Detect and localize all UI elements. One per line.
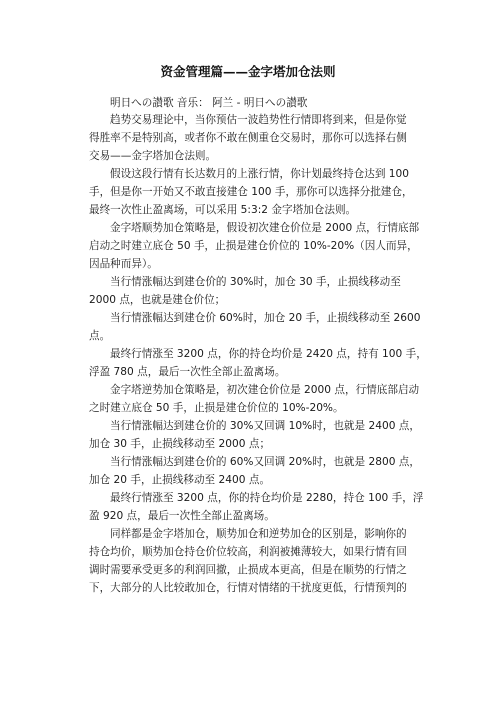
- paragraph-line: 因品种而异）。: [89, 258, 158, 270]
- paragraph-line: 点。: [89, 330, 111, 342]
- paragraph-line: 当行情涨幅达到建仓价 60%时，加仓 20 手，止损线移动至 2600: [110, 312, 421, 324]
- document-title: 资金管理篇——金字塔加仓法则: [160, 64, 336, 79]
- paragraph-line: 假设这段行情有长达数月的上涨行情，你计划最终持仓达到 100: [110, 168, 410, 180]
- paragraph-line: 持仓均价，顺势加仓持仓价位较高，利润被摊薄较大，如果行情有回: [89, 546, 407, 558]
- paragraph-line: 当行情涨幅达到建仓价的 30%又回调 10%时，也就是 2400 点，: [110, 420, 420, 432]
- paragraph-line: 金字塔逆势加仓策略是，初次建仓价位是 2000 点，行情底部启动: [110, 384, 420, 396]
- paragraph-line: 交易——金字塔加仓法则。: [89, 150, 217, 162]
- paragraph-line: 2000 点，也就是建仓价位；: [89, 294, 226, 306]
- paragraph-line: 金字塔顺势加仓策略是，假设初次建仓价位是 2000 点，行情底部: [110, 222, 420, 234]
- paragraph-line: 当行情涨幅达到建仓价的 60%又回调 20%时，也就是 2800 点，: [110, 456, 420, 468]
- paragraph-line: 下，大部分的人比较敢加仓，行情对情绪的干扰度更低，行情预判的: [89, 582, 407, 594]
- paragraph-line: 最终一次性止盈离场，可以采用 5:3:2 金字塔加仓法则。: [89, 204, 357, 216]
- paragraph-line: 调时需要承受更多的利润回撤，止损成本更高，但是在顺势的行情之: [89, 564, 407, 576]
- paragraph-line: 当行情涨幅达到建仓价的 30%时，加仓 30 手，止损线移动至: [110, 276, 401, 288]
- music-line: 明日への讃歌 音乐： 阿兰 - 明日への讃歌: [110, 97, 308, 109]
- paragraph-line: 同样都是金字塔加仓，顺势加仓和逆势加仓的区别是，影响你的: [110, 528, 407, 540]
- paragraph-line: 最终行情涨至 3200 点，你的持仓均价是 2420 点，持有 100 手，: [110, 348, 427, 360]
- paragraph-line: 启动之时建立底仓 50 手，止损是建仓价位的 10%-20%（因人而异，: [89, 240, 418, 252]
- paragraph-line: 盈 920 点，最后一次性全部止盈离场。: [89, 510, 275, 522]
- paragraph-line: 浮盈 780 点，最后一次性全部止盈离场。: [89, 366, 286, 378]
- paragraph-line: 手，但是你一开始又不敢直接建仓 100 手，那你可以选择分批建仓，: [89, 186, 413, 198]
- paragraph-line: 趋势交易理论中，当你预估一波趋势性行情即将到来，但是你觉: [110, 114, 407, 126]
- paragraph-line: 加仓 20 手，止损线移动至 2400 点。: [89, 474, 271, 486]
- paragraph-line: 得胜率不是特别高，或者你不敢在侧重仓交易时，那你可以选择右侧: [89, 132, 407, 144]
- paragraph-line: 之时建立底仓 50 手，止损是建仓价位的 10%-20%。: [89, 402, 344, 414]
- paragraph-line: 加仓 30 手，止损线移动至 2000 点；: [89, 438, 271, 450]
- paragraph-line: 最终行情涨至 3200 点，你的持仓均价是 2280，持仓 100 手，浮: [110, 492, 424, 504]
